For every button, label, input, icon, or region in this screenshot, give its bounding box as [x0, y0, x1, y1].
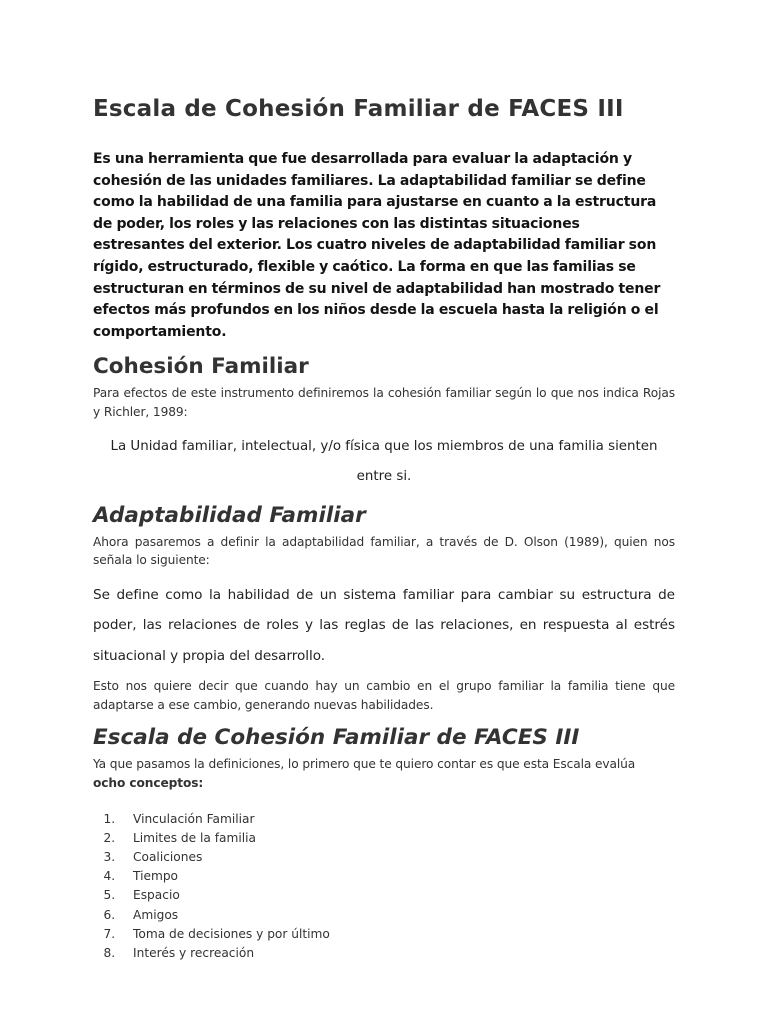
list-item: 8. Interés y recreación [119, 944, 675, 963]
list-item: 6. Amigos [119, 906, 675, 925]
intro-paragraph: Es una herramienta que fue desarrollada para evaluar la adaptación y cohesión de las unidades familiares. La adaptabilidad familiar se define como la habilidad de una familia para ajustarse en cuanto a la estructura de poder, los roles y las relaciones con las distintas situaciones estresantes del exterior. Los cuatro niveles de adaptabilidad familiar son rígido, estructurado, flexible y caótico. La forma en que las familias se estructuran en términos de su nivel de adaptabilidad han mostrado tener efectos más profundos en los niños desde la escuela hasta la religión o el comportamiento. [93, 151, 661, 340]
escala-paragraph-text: Ya que pasamos la definiciones, lo primero que te quiero contar es que esta Escala evalúa [93, 757, 636, 772]
list-item: 4. Tiempo [119, 867, 675, 886]
section-heading-escala: Escala de Cohesión Familiar de FACES III [93, 725, 580, 751]
adaptabilidad-quote: Se define como la habilidad de un sistema familiar para cambiar su estructura de poder, las relaciones de roles y las reglas de las relaciones, en respuesta al estrés situacional y propia del desarrollo. [93, 586, 675, 664]
cohesion-paragraph: Para efectos de este instrumento definiremos la cohesión familiar según lo que nos indica Rojas y Richler, 1989: [93, 386, 675, 419]
escala-paragraph [93, 755, 675, 792]
list-item: 2. Limites de la familia [119, 829, 675, 848]
section-heading-cohesion: Cohesión Familiar [93, 354, 309, 380]
adaptabilidad-follow-paragraph: Esto nos quiere decir que cuando hay un cambio en el grupo familiar la familia tiene que adaptarse a ese cambio, generando nuevas habilidades. [93, 679, 675, 712]
list-item: 5. Espacio [119, 886, 675, 905]
section-heading-adaptabilidad: Adaptabilidad Familiar [93, 502, 366, 528]
list-item: 3. Coaliciones [119, 848, 675, 867]
list-item: 1. Vinculación Familiar [119, 810, 675, 829]
escala-paragraph-bold: ocho conceptos: [93, 776, 204, 790]
cohesion-quote: La Unidad familiar, intelectual, y/o física que los miembros de una familia sienten entre si. [110, 438, 658, 484]
list-item: 7. Toma de decisiones y por último [119, 925, 675, 944]
adaptabilidad-paragraph: Ahora pasaremos a definir la adaptabilidad familiar, a través de D. Olson (1989), quien nos señala lo siguiente: [93, 534, 675, 568]
concepts-list [93, 810, 675, 964]
page-title: Escala de Cohesión Familiar de FACES III [93, 96, 624, 122]
document-page [93, 96, 675, 963]
